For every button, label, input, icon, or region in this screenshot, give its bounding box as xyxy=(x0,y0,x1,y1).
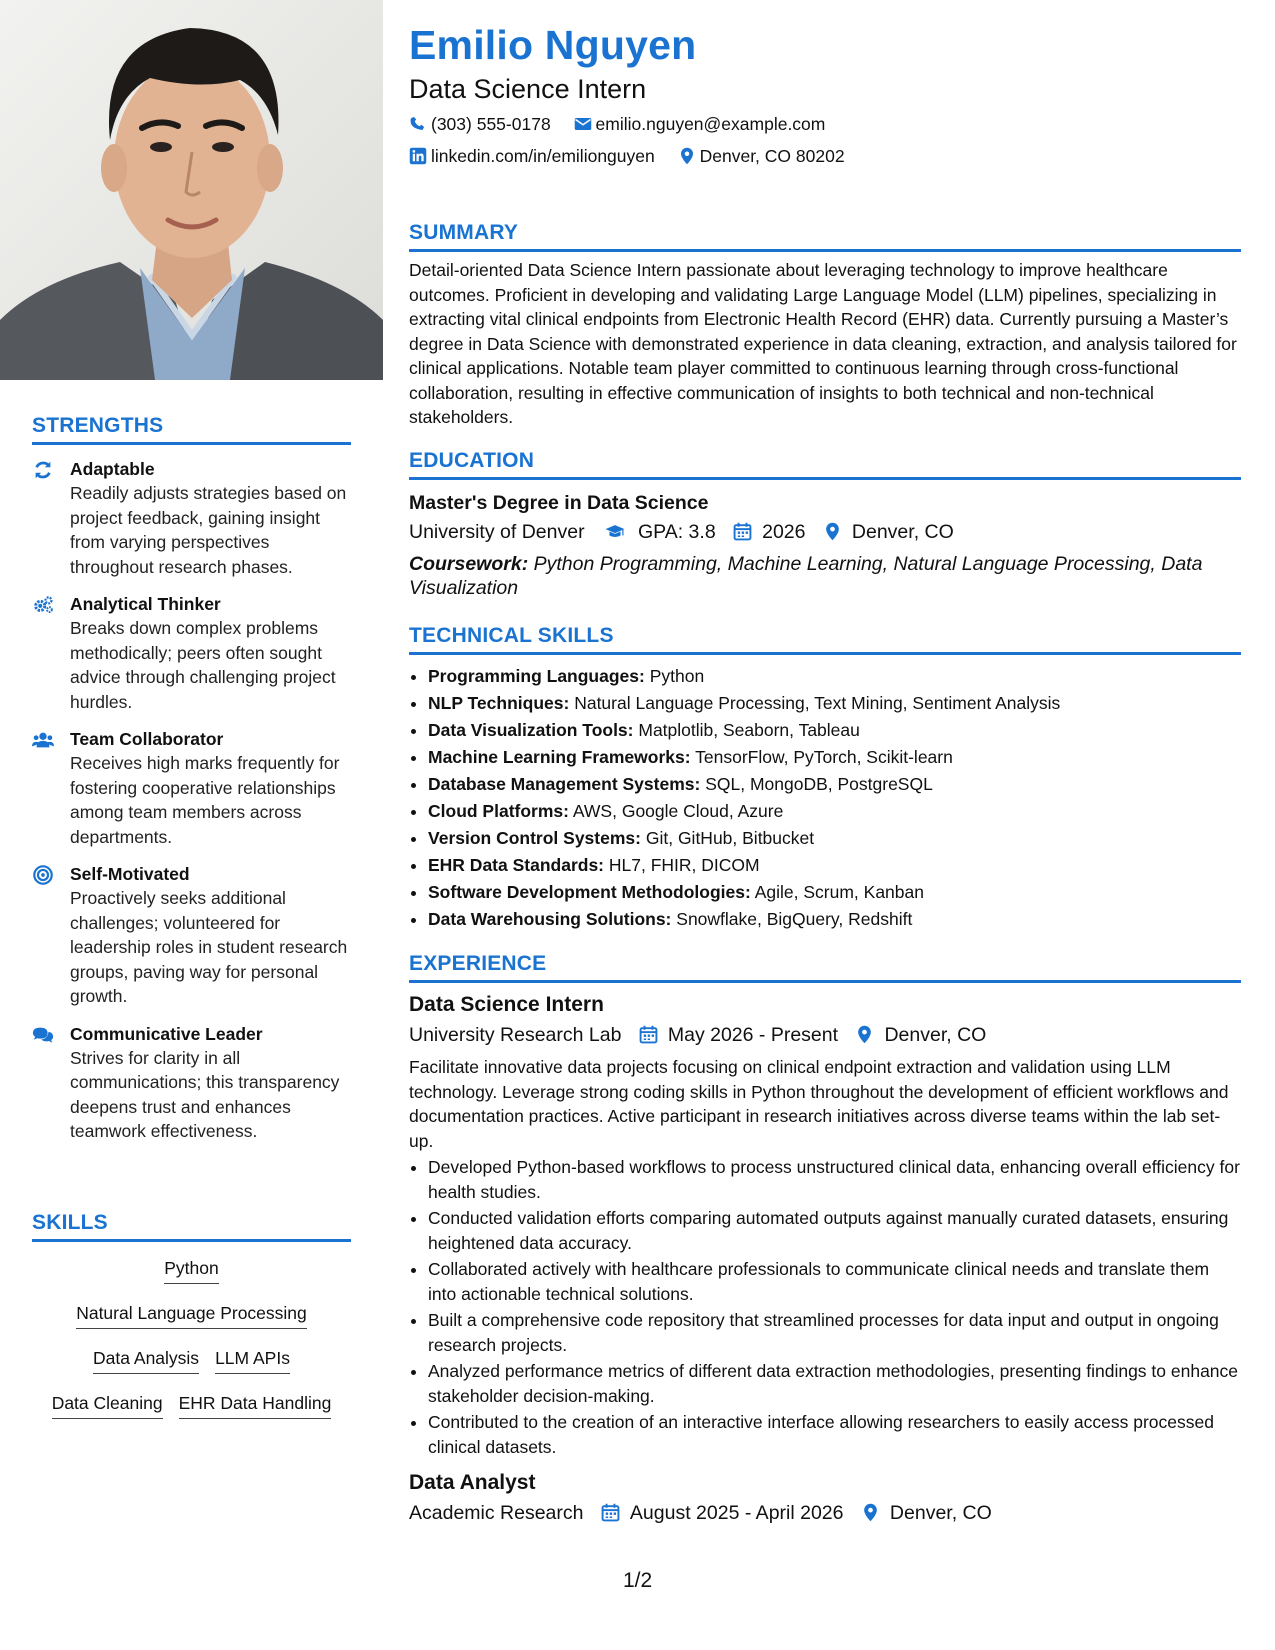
strength-description: Proactively seeks additional challenges; volunteered for leadership roles in student research groups, paving way for personal growth. xyxy=(70,888,348,1006)
strength-title: Communicative Leader xyxy=(70,1023,263,1044)
skill-tag: Python xyxy=(164,1256,218,1284)
skill-row xyxy=(32,1256,351,1284)
skill-row xyxy=(32,1346,351,1374)
technical-skills-heading: TECHNICAL SKILLS xyxy=(409,624,1241,655)
list-item: • Contributed to the creation of an interactive interface allowing researchers to easily access processed clinical datasets. xyxy=(428,1410,1241,1459)
summary-heading: SUMMARY xyxy=(409,221,1241,252)
skill-values: Matplotlib, Seaborn, Tableau xyxy=(638,720,860,740)
skill-values: Python xyxy=(649,666,705,686)
strength-title: Team Collaborator xyxy=(70,729,224,749)
phone-icon xyxy=(409,115,427,133)
page-number: 1/2 xyxy=(623,1569,653,1592)
job-dates: May 2026 - Present xyxy=(667,1024,839,1046)
skill-category: Machine Learning Frameworks: xyxy=(428,747,691,767)
strength-title: Adaptable xyxy=(70,459,155,479)
list-item xyxy=(428,906,1241,933)
education-meta xyxy=(409,518,1241,546)
skill-tag: LLM APIs xyxy=(215,1346,290,1374)
skill-row xyxy=(32,1391,351,1419)
linkedin-item xyxy=(409,146,660,166)
skill-values: Snowflake, BigQuery, Redshift xyxy=(676,909,913,929)
job-location: Denver, CO xyxy=(884,1024,987,1046)
job-organization: University Research Lab xyxy=(409,1024,622,1046)
skill-category: Data Visualization Tools: xyxy=(428,720,634,740)
skills-heading: SKILLS xyxy=(32,1211,351,1242)
job-title: Data Analyst xyxy=(409,1471,536,1494)
linkedin-url[interactable]: linkedin.com/in/emilionguyen xyxy=(431,146,655,166)
skill-tag: Data Cleaning xyxy=(52,1391,163,1419)
strength-item xyxy=(32,727,351,849)
skill-category: Programming Languages: xyxy=(428,666,645,686)
list-item xyxy=(428,771,1241,798)
skill-values: HL7, FHIR, DICOM xyxy=(608,855,760,875)
map-pin-icon xyxy=(823,522,842,541)
technical-skills-list xyxy=(409,663,1241,933)
phone-number: (303) 555-0178 xyxy=(431,114,551,134)
candidate-role: Data Science Intern xyxy=(409,74,647,104)
experience-heading: EXPERIENCE xyxy=(409,952,1241,983)
chat-icon xyxy=(32,1024,54,1046)
skill-category: Software Development Methodologies: xyxy=(428,882,751,902)
experience-section xyxy=(409,952,1241,1527)
job-meta xyxy=(409,1021,1241,1049)
strength-item xyxy=(32,862,351,1009)
calendar-icon xyxy=(733,522,752,541)
list-item xyxy=(428,852,1241,879)
phone-item xyxy=(409,114,556,134)
job-summary: Facilitate innovative data projects focusing on clinical endpoint extraction and validation using LLM technology. Leverage strong coding skills in Python throughout the development of efficient workflows and documentation practices. Active participant in research initiatives across diverse teams within the lab set-up. xyxy=(409,1057,1229,1151)
strength-description: Readily adjusts strategies based on project feedback, gaining insight from varying perspectives throughout research phases. xyxy=(70,483,347,577)
target-icon xyxy=(32,864,54,886)
coursework-label: Coursework: xyxy=(409,553,529,575)
strength-item xyxy=(32,1022,351,1144)
coursework xyxy=(409,552,1241,600)
skills-section xyxy=(32,1211,351,1436)
list-item: • Conducted validation efforts comparing automated outputs against manually curated datasets, ensuring heightened data accuracy. xyxy=(428,1206,1241,1255)
list-item: • Built a comprehensive code repository that streamlined processes for data input and output in ongoing research projects. xyxy=(428,1308,1241,1357)
linkedin-icon xyxy=(409,147,427,165)
skill-values: SQL, MongoDB, PostgreSQL xyxy=(705,774,933,794)
calendar-icon xyxy=(639,1025,658,1044)
profile-photo xyxy=(0,0,383,380)
gears-icon xyxy=(32,594,54,616)
left-column xyxy=(0,0,383,1650)
map-pin-icon xyxy=(678,147,696,165)
job-meta xyxy=(409,1499,1241,1527)
strength-description: Receives high marks frequently for fostering cooperative relationships among team members across departments. xyxy=(70,753,340,847)
list-item xyxy=(428,663,1241,690)
summary-text: Detail-oriented Data Science Intern passionate about leveraging technology to improve healthcare outcomes. Proficient in developing and validating Large Language Model (LLM) pipelines, specializing in extracting vital clinical endpoints from Electronic Health Record (EHR) data. Currently pursuing a Master’s degree in Data Science with demonstrated experience in data cleaning, extraction, and analysis tailored for clinical applications. Notable team player committed to continuous learning through cross-functional collaboration, resulting in effective communication of insights to both technical and non-technical stakeholders. xyxy=(409,260,1237,427)
job-dates: August 2025 - April 2026 xyxy=(629,1502,844,1524)
list-item: • Collaborated actively with healthcare professionals to communicate clinical needs and translate them into actionable technical solutions. xyxy=(428,1257,1241,1306)
location-text: Denver, CO 80202 xyxy=(699,146,845,166)
strengths-heading: STRENGTHS xyxy=(32,414,351,445)
calendar-icon xyxy=(601,1503,620,1522)
email-item xyxy=(574,114,826,134)
list-item xyxy=(428,879,1241,906)
school-name: University of Denver xyxy=(409,521,585,543)
skill-values: Natural Language Processing, Text Mining, Sentiment Analysis xyxy=(574,693,1061,713)
list-item: • Analyzed performance metrics of different data extraction methodologies, presenting findings to enhance stakeholder decision-making. xyxy=(428,1359,1241,1408)
strength-item xyxy=(32,592,351,714)
users-icon xyxy=(32,729,54,751)
strength-description: Strives for clarity in all communications; this transparency deepens trust and enhances teamwork effectiveness. xyxy=(70,1047,340,1141)
technical-skills-section xyxy=(409,624,1241,933)
list-item xyxy=(428,744,1241,771)
list-item xyxy=(428,717,1241,744)
skill-category: Version Control Systems: xyxy=(428,828,641,848)
strength-title: Self-Motivated xyxy=(70,864,190,884)
education-location: Denver, CO xyxy=(851,521,954,543)
skill-tag: Data Analysis xyxy=(93,1346,199,1374)
refresh-icon xyxy=(32,459,54,481)
contact-row-2 xyxy=(409,146,863,167)
skill-values: AWS, Google Cloud, Azure xyxy=(572,801,784,821)
candidate-name: Emilio Nguyen xyxy=(409,22,697,68)
skill-values: Git, GitHub, Bitbucket xyxy=(645,828,815,848)
skill-values: Agile, Scrum, Kanban xyxy=(754,882,924,902)
skill-tag: EHR Data Handling xyxy=(179,1391,332,1419)
skills-list xyxy=(32,1256,351,1419)
strength-title: Analytical Thinker xyxy=(70,594,221,614)
skill-category: NLP Techniques: xyxy=(428,693,570,713)
summary-section xyxy=(409,221,1241,430)
email-icon xyxy=(574,115,592,133)
skill-category: EHR Data Standards: xyxy=(428,855,605,875)
skill-category: Data Warehousing Solutions: xyxy=(428,909,672,929)
job-location: Denver, CO xyxy=(889,1502,992,1524)
email-address[interactable]: emilio.nguyen@example.com xyxy=(595,114,826,134)
education-section xyxy=(409,449,1241,600)
skill-tag: Natural Language Processing xyxy=(76,1301,307,1329)
job-bullets xyxy=(409,1155,1241,1459)
list-item xyxy=(428,798,1241,825)
skill-row xyxy=(32,1301,351,1329)
skill-values: TensorFlow, PyTorch, Scikit-learn xyxy=(695,747,953,767)
location-item xyxy=(678,146,845,166)
strength-item xyxy=(32,457,351,579)
map-pin-icon xyxy=(861,1503,880,1522)
skill-category: Database Management Systems: xyxy=(428,774,701,794)
list-item xyxy=(428,825,1241,852)
coursework-list: Python Programming, Machine Learning, Natural Language Processing, Data Visualization xyxy=(409,553,1203,599)
list-item: • Developed Python-based workflows to process unstructured clinical data, enhancing overall efficiency for health studies. xyxy=(428,1155,1241,1204)
contact-row-1 xyxy=(409,114,843,135)
map-pin-icon xyxy=(855,1025,874,1044)
skill-category: Cloud Platforms: xyxy=(428,801,569,821)
strength-description: Breaks down complex problems methodically; peers often sought advice through challenging project hurdles. xyxy=(70,618,336,712)
graduation-year: 2026 xyxy=(762,521,806,543)
job-organization: Academic Research xyxy=(409,1502,584,1524)
graduation-cap-icon xyxy=(602,522,628,541)
strengths-section xyxy=(32,414,351,1144)
education-heading: EDUCATION xyxy=(409,449,1241,480)
gpa-text: GPA: 3.8 xyxy=(637,521,716,543)
list-item xyxy=(428,690,1241,717)
degree-title: Master's Degree in Data Science xyxy=(409,492,709,514)
job-title: Data Science Intern xyxy=(409,993,604,1016)
